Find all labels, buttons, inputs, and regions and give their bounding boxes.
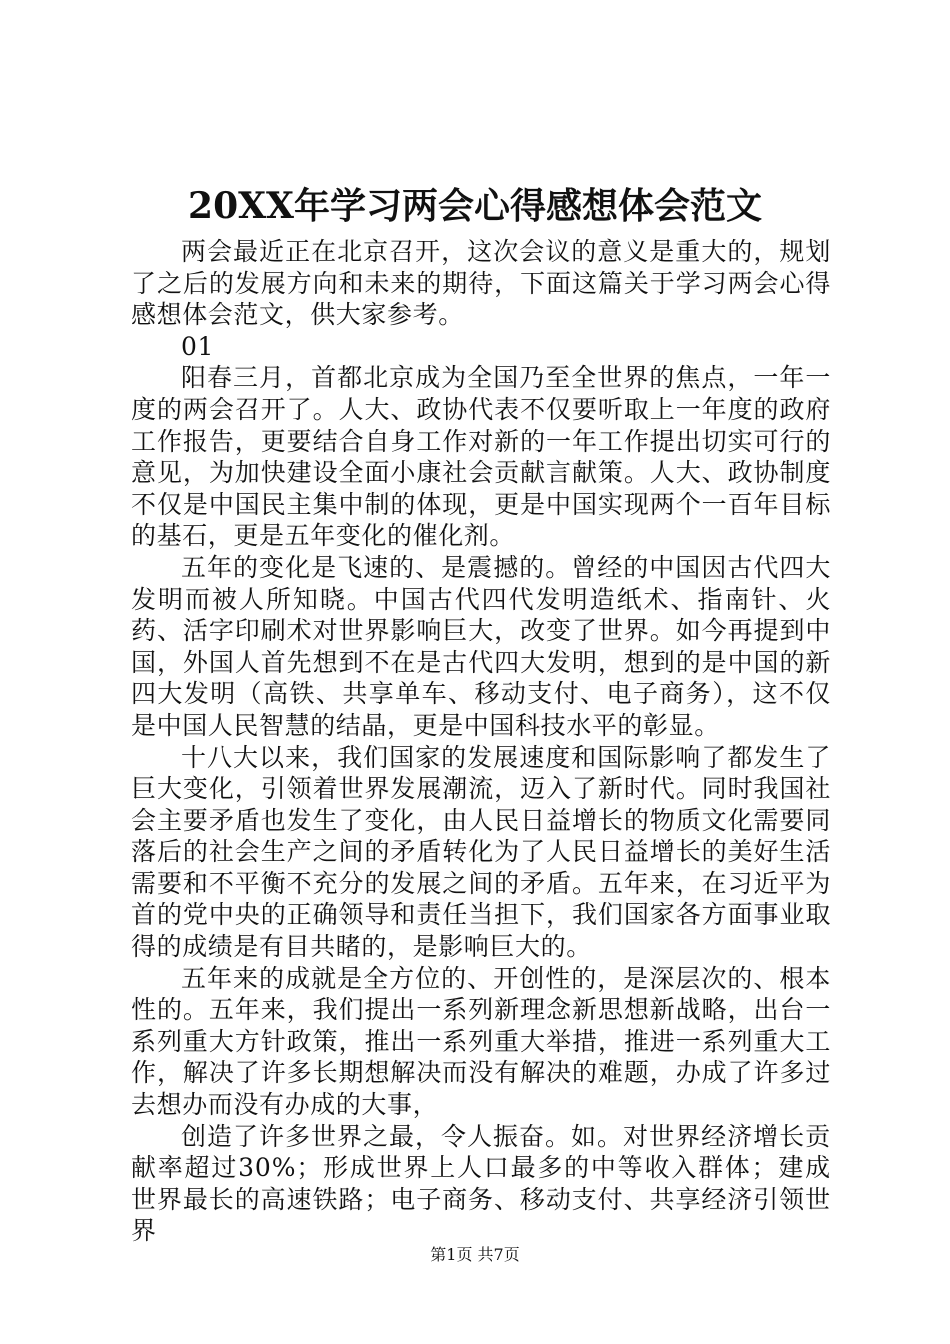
paragraph-intro: 两会最近正在北京召开，这次会议的意义是重大的，规划了之后的发展方向和未来的期待，下面这篇关于学习两会心得感想体会范文，供大家参考。 <box>131 237 831 330</box>
document-title: 20XX年学习两会心得感想体会范文 <box>188 185 762 227</box>
paragraph: 十八大以来，我们国家的发展速度和国际影响了都发生了巨大变化，引领着世界发展潮流，迈入了新时代。同时我国社会主要矛盾也发生了变化，由人民日益增长的物质文化需要同落后的社会生产之间的矛盾转化为了人民日益增长的美好生活需要和不平衡不充分的发展之间的矛盾。五年来，在习近平为首的党中央的正确领导和责任当担下，我们国家各方面事业取得的成绩是有目共睹的，是影响巨大的。 <box>131 742 831 962</box>
section-number: 01 <box>181 331 215 361</box>
paragraph: 创造了许多世界之最，令人振奋。如。对世界经济增长贡献率超过30%；形成世界上人口最多的中等收入群体；建成世界最长的高速铁路；电子商务、移动支付、共享经济引领世界 <box>131 1121 831 1246</box>
paragraph: 五年来的成就是全方位的、开创性的，是深层次的、根本性的。五年来，我们提出一系列新理念新思想新战略，出台一系列重大方针政策，推出一系列重大举措，推进一系列重大工作，解决了许多长期想解决而没有解决的难题，办成了许多过去想办而没有办成的大事， <box>131 963 831 1120</box>
page-footer: 第1页 共7页 <box>430 1245 520 1264</box>
document-body <box>131 236 831 1247</box>
paragraph: 阳春三月，首都北京成为全国乃至全世界的焦点，一年一度的两会召开了。人大、政协代表不仅要听取上一年度的政府工作报告，更要结合自身工作对新的一年工作提出切实可行的意见，为加快建设全面小康社会贡献言献策。人大、政协制度不仅是中国民主集中制的体现，更是中国实现两个一百年目标的基石，更是五年变化的催化剂。 <box>131 363 831 551</box>
paragraph: 五年的变化是飞速的、是震撼的。曾经的中国因古代四大发明而被人所知晓。中国古代四代发明造纸术、指南针、火药、活字印刷术对世界影响巨大，改变了世界。如今再提到中国，外国人首先想到不在是古代四大发明，想到的是中国的新四大发明（高铁、共享单车、移动支付、电子商务），这不仅是中国人民智慧的结晶，更是中国科技水平的彰显。 <box>131 552 831 740</box>
